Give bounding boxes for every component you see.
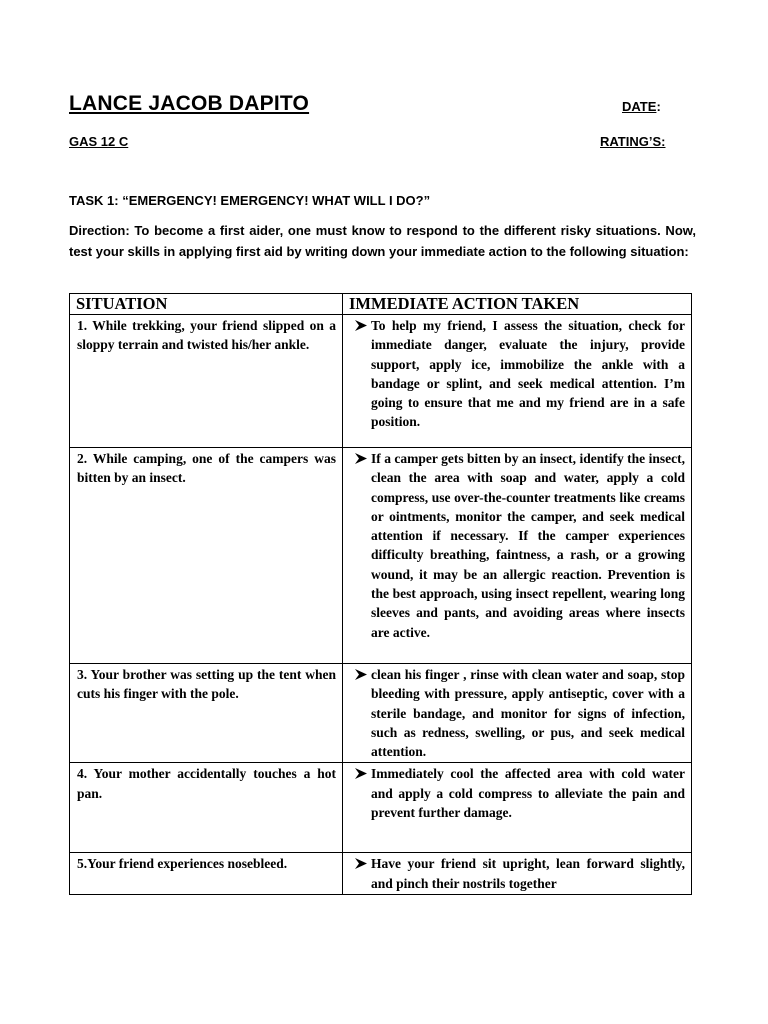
arrow-bullet-icon [355,665,369,684]
situation-column-header: SITUATION [70,294,343,315]
student-name: LANCE JACOB DAPITO [69,92,310,115]
situation-cell: 4. Your mother accidentally touches a hot pan. [70,763,343,853]
first-aid-table [69,293,692,895]
date-field-label [622,99,661,114]
arrow-bullet-icon [355,316,369,335]
action-text: Have your friend sit upright, lean forward slightly, and pinch their nostrils together [371,856,685,891]
situation-cell: 3. Your brother was setting up the tent when cuts his finger with the pole. [70,664,343,763]
action-cell [343,763,692,853]
action-text: Immediately cool the affected area with cold water and apply a cold compress to alleviate the pain and prevent further damage. [371,766,685,821]
arrow-bullet-icon [355,764,369,783]
arrow-bullet-icon [355,449,369,468]
action-text: clean his finger , rinse with clean water and soap, stop bleeding with pressure, apply antiseptic, cover with a sterile bandage, and monitor for signs of infection, such as redness, swelling, or pus, and seek medical attention. [371,667,685,760]
action-column-header: IMMEDIATE ACTION TAKEN [343,294,692,315]
situation-cell: 5.Your friend experiences nosebleed. [70,853,343,895]
situation-cell: 2. While camping, one of the campers was bitten by an insect. [70,448,343,664]
section-label: GAS 12 C [69,134,129,149]
table-row [70,448,692,664]
task-direction: Direction: To become a first aider, one must know to respond to the different risky situations. Now, test your skills in applying first aid by writing down your immediate action to the following situation: [69,223,696,259]
date-label-colon: : [656,99,661,114]
date-label-text: DATE [622,99,657,114]
situation-cell: 1. While trekking, your friend slipped on a sloppy terrain and twisted his/her ankle. [70,315,343,448]
task-title: TASK 1: “EMERGENCY! EMERGENCY! WHAT WILL I DO?” [69,193,431,208]
action-cell [343,853,692,895]
table-row [70,763,692,853]
table-row [70,315,692,448]
action-text: If a camper gets bitten by an insect, identify the insect, clean the area with soap and water, apply a cold compress, use over-the-counter treatments like creams or ointments, monitor the camper, and seek medical attention if necessary. If the camper experiences difficulty breathing, faintness, a rash, or a growing wound, it may be an allergic reaction. Prevention is the best approach, using insect repellent, wearing long sleeves and pants, and avoiding areas where insects are active. [371,451,685,640]
action-cell [343,315,692,448]
rating-label: RATING’S: [600,134,666,149]
table-row [70,664,692,763]
arrow-bullet-icon [355,854,369,873]
action-cell [343,448,692,664]
action-text: To help my friend, I assess the situation, check for immediate danger, evaluate the injury, provide support, apply ice, immobilize the ankle with a bandage or splint, and seek medical attention. I’m going to ensure that me and my friend are in a safe position. [371,318,685,430]
table-header-row [70,294,692,315]
action-cell [343,664,692,763]
table-row [70,853,692,895]
